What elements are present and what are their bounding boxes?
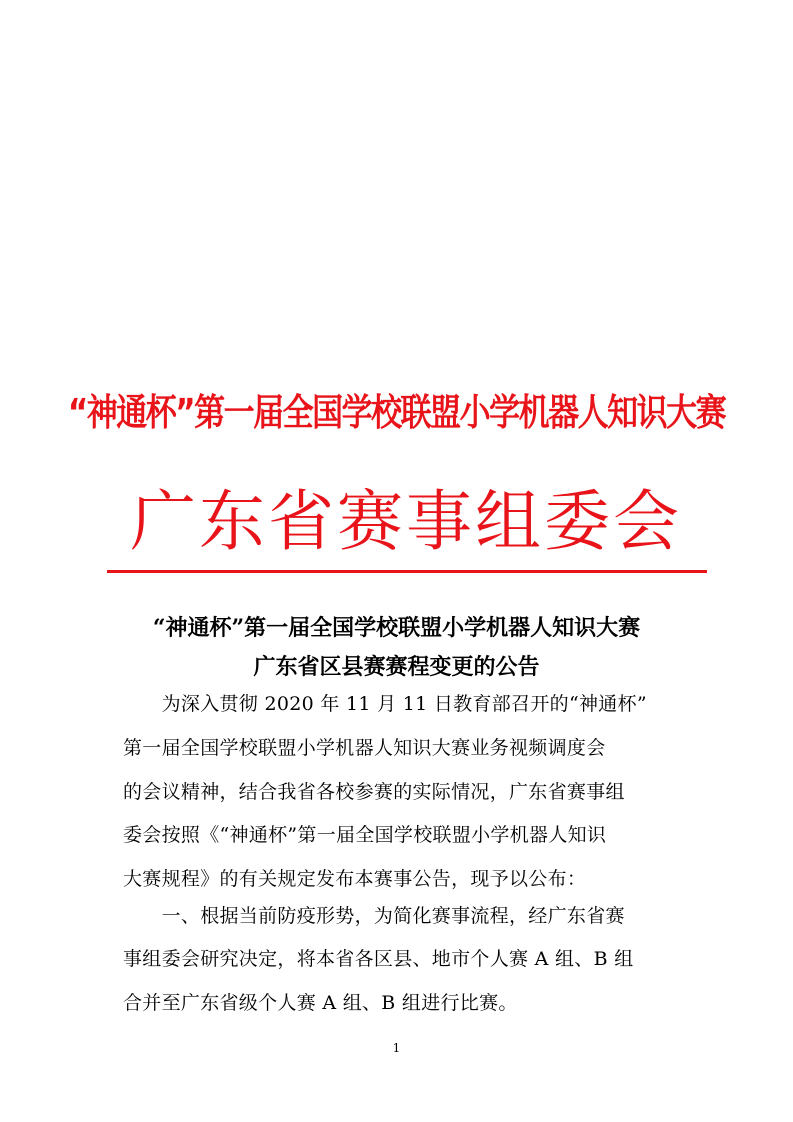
red-header-competition-name: “神通杯”第一届全国学校联盟小学机器人知识大赛	[67, 391, 726, 435]
paragraph-2-line: 事组委会研究决定，将本省各区县、地市个人赛 A 组、B 组	[123, 948, 634, 970]
paragraph-1-line: 委会按照《“神通杯”第一届全国学校联盟小学机器人知识	[123, 824, 607, 846]
paragraph-2-line: 一、根据当前防疫形势，为简化赛事流程，经广东省赛	[123, 905, 625, 927]
paragraph-1-line: 第一届全国学校联盟小学机器人知识大赛业务视频调度会	[123, 737, 606, 759]
paragraph-1-line: 为深入贯彻 2020 年 11 月 11 日教育部召开的“神通杯”	[123, 693, 647, 715]
red-divider-line	[107, 570, 707, 573]
paragraph-1-line: 的会议精神，结合我省各校参赛的实际情况，广东省赛事组	[123, 781, 625, 803]
paragraph-1-line: 大赛规程》的有关规定发布本赛事公告，现予以公布：	[123, 868, 587, 890]
paragraph-2-line: 合并至广东省级个人赛 A 组、B 组进行比赛。	[123, 992, 518, 1014]
red-header-committee-name: 广东省赛事组委会	[130, 483, 682, 560]
notice-title-line-2: 广东省区县赛赛程变更的公告	[253, 654, 540, 680]
page-number: 1	[392, 1041, 401, 1055]
notice-title-line-1: “神通杯”第一届全国学校联盟小学机器人知识大赛	[152, 615, 641, 641]
